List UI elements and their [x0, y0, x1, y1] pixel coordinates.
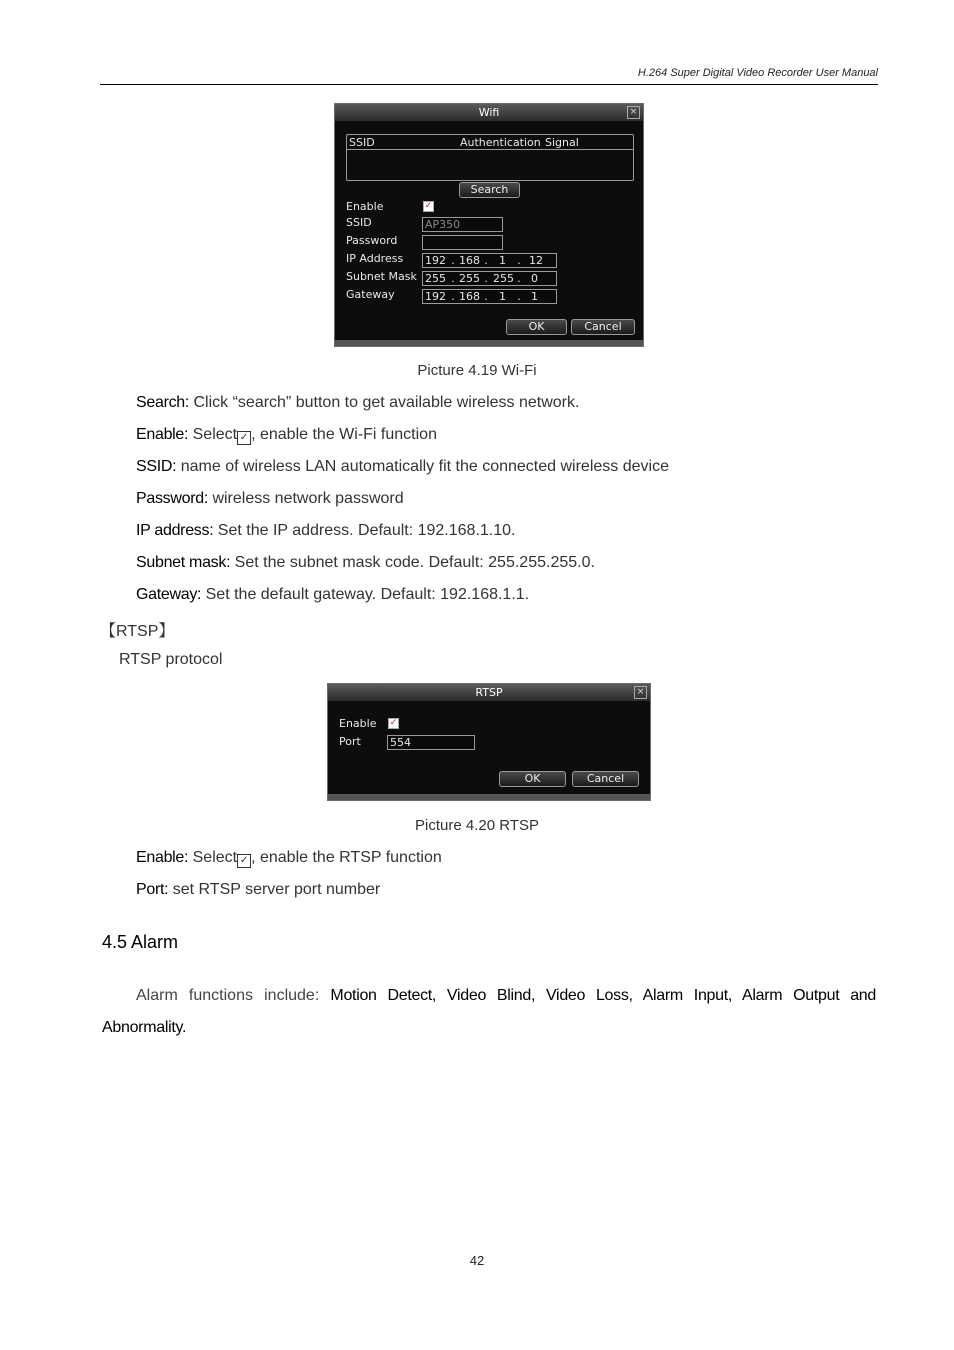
- password-label: Password: [346, 234, 398, 247]
- running-header: H.264 Super Digital Video Recorder User Manual: [637, 67, 878, 79]
- desc-text: set RTSP server port number: [168, 881, 381, 898]
- term: Gateway:: [136, 586, 202, 603]
- term: IP address:: [136, 522, 214, 539]
- term: Password:: [136, 490, 208, 507]
- password-field[interactable]: [422, 235, 503, 250]
- enable-label: Enable: [346, 200, 384, 213]
- figure-caption-rtsp: Picture 4.20 RTSP: [415, 817, 539, 834]
- desc-ip-address: [136, 522, 515, 540]
- dialog-footer: [335, 340, 643, 346]
- term: Subnet mask:: [136, 554, 231, 571]
- gateway-octet-1: 192: [425, 290, 446, 303]
- desc-search: [136, 394, 579, 412]
- desc-text: Set the subnet mask code. Default: 255.255.255.0.: [230, 554, 595, 571]
- desc-text: wireless network password: [208, 490, 404, 507]
- checkbox-icon: ✓: [237, 431, 251, 445]
- term: Search:: [136, 394, 190, 411]
- subnet-mask-field[interactable]: [422, 271, 557, 286]
- wifi-dialog-title: Wifi: [335, 104, 643, 121]
- subnet-octet-4: 0: [531, 272, 538, 285]
- term: Enable:: [136, 849, 189, 866]
- page-number: 42: [469, 1253, 485, 1268]
- ip-dot: .: [517, 254, 521, 267]
- ip-address-label: IP Address: [346, 252, 404, 265]
- ssid-label: SSID: [346, 216, 372, 229]
- ap-list-header: [347, 135, 633, 150]
- ok-button[interactable]: OK: [499, 771, 566, 787]
- close-icon[interactable]: ×: [634, 686, 647, 699]
- term: Port:: [136, 881, 169, 898]
- term: SSID:: [136, 458, 177, 475]
- desc-text: Click “search” button to get available wireless network.: [189, 394, 580, 411]
- desc-text: Select: [188, 426, 238, 443]
- ip-octet-3: 1: [499, 254, 506, 267]
- ssid-field[interactable]: AP350: [422, 217, 503, 232]
- gateway-dot: .: [451, 290, 455, 303]
- subnet-dot: .: [484, 272, 488, 285]
- enable-label: Enable: [339, 717, 377, 730]
- col-ssid: SSID: [349, 136, 375, 149]
- alarm-paragraph: [102, 980, 876, 1044]
- port-field[interactable]: 554: [387, 735, 475, 750]
- gateway-octet-2: 168: [459, 290, 480, 303]
- col-authentication: Authentication: [460, 136, 541, 149]
- desc-rtsp-enable: [136, 849, 442, 868]
- subnet-octet-3: 255: [493, 272, 514, 285]
- dialog-footer: [328, 794, 650, 800]
- desc-text: name of wireless LAN automatically fit the connected wireless device: [176, 458, 669, 475]
- cancel-button[interactable]: Cancel: [572, 771, 639, 787]
- ip-address-field[interactable]: [422, 253, 557, 268]
- header-rule: [100, 84, 878, 85]
- alarm-lead: Alarm functions include:: [136, 987, 331, 1004]
- subnet-dot: .: [517, 272, 521, 285]
- desc-rtsp-port: [136, 881, 380, 899]
- gateway-dot: .: [517, 290, 521, 303]
- desc-gateway: [136, 586, 529, 604]
- enable-checkbox[interactable]: ✓: [424, 201, 433, 211]
- desc-password: [136, 490, 404, 508]
- ok-button[interactable]: OK: [506, 319, 567, 335]
- ip-dot: .: [451, 254, 455, 267]
- desc-text: , enable the RTSP function: [251, 849, 442, 866]
- checkbox-icon: ✓: [237, 854, 251, 868]
- gateway-label: Gateway: [346, 288, 395, 301]
- cancel-button[interactable]: Cancel: [571, 319, 635, 335]
- desc-text: , enable the Wi-Fi function: [251, 426, 437, 443]
- gateway-octet-3: 1: [499, 290, 506, 303]
- ip-dot: .: [484, 254, 488, 267]
- ip-octet-4: 12: [529, 254, 543, 267]
- desc-enable: [136, 426, 437, 445]
- gateway-dot: .: [484, 290, 488, 303]
- wifi-dialog: [334, 103, 644, 347]
- subnet-dot: .: [451, 272, 455, 285]
- term: Enable:: [136, 426, 189, 443]
- rtsp-dialog: [327, 683, 651, 801]
- figure-caption-wifi: Picture 4.19 Wi-Fi: [417, 362, 537, 379]
- gateway-field[interactable]: [422, 289, 557, 304]
- rtsp-dialog-title: RTSP: [328, 684, 650, 701]
- gateway-octet-4: 1: [531, 290, 538, 303]
- rtsp-intro: RTSP protocol: [119, 651, 223, 668]
- subnet-mask-label: Subnet Mask: [346, 270, 417, 283]
- alarm-items: Motion Detect, Video Blind, Video Loss, Alarm Input, Alarm Output and Abnormality.: [102, 987, 876, 1036]
- subnet-octet-2: 255: [459, 272, 480, 285]
- desc-text: Set the IP address. Default: 192.168.1.10.: [213, 522, 516, 539]
- close-icon[interactable]: ×: [627, 106, 640, 119]
- port-label: Port: [339, 735, 361, 748]
- desc-text: Select: [188, 849, 238, 866]
- desc-ssid: [136, 458, 669, 476]
- ip-octet-2: 168: [459, 254, 480, 267]
- enable-checkbox[interactable]: ✓: [389, 718, 398, 728]
- col-signal: Signal: [545, 136, 579, 149]
- rtsp-heading: 【RTSP】: [100, 623, 175, 640]
- subnet-octet-1: 255: [425, 272, 446, 285]
- desc-text: Set the default gateway. Default: 192.168.1.1.: [201, 586, 530, 603]
- section-title: 4.5 Alarm: [102, 932, 179, 952]
- desc-subnet-mask: [136, 554, 595, 572]
- ip-octet-1: 192: [425, 254, 446, 267]
- search-button[interactable]: Search: [459, 182, 520, 198]
- ap-list[interactable]: [346, 134, 634, 181]
